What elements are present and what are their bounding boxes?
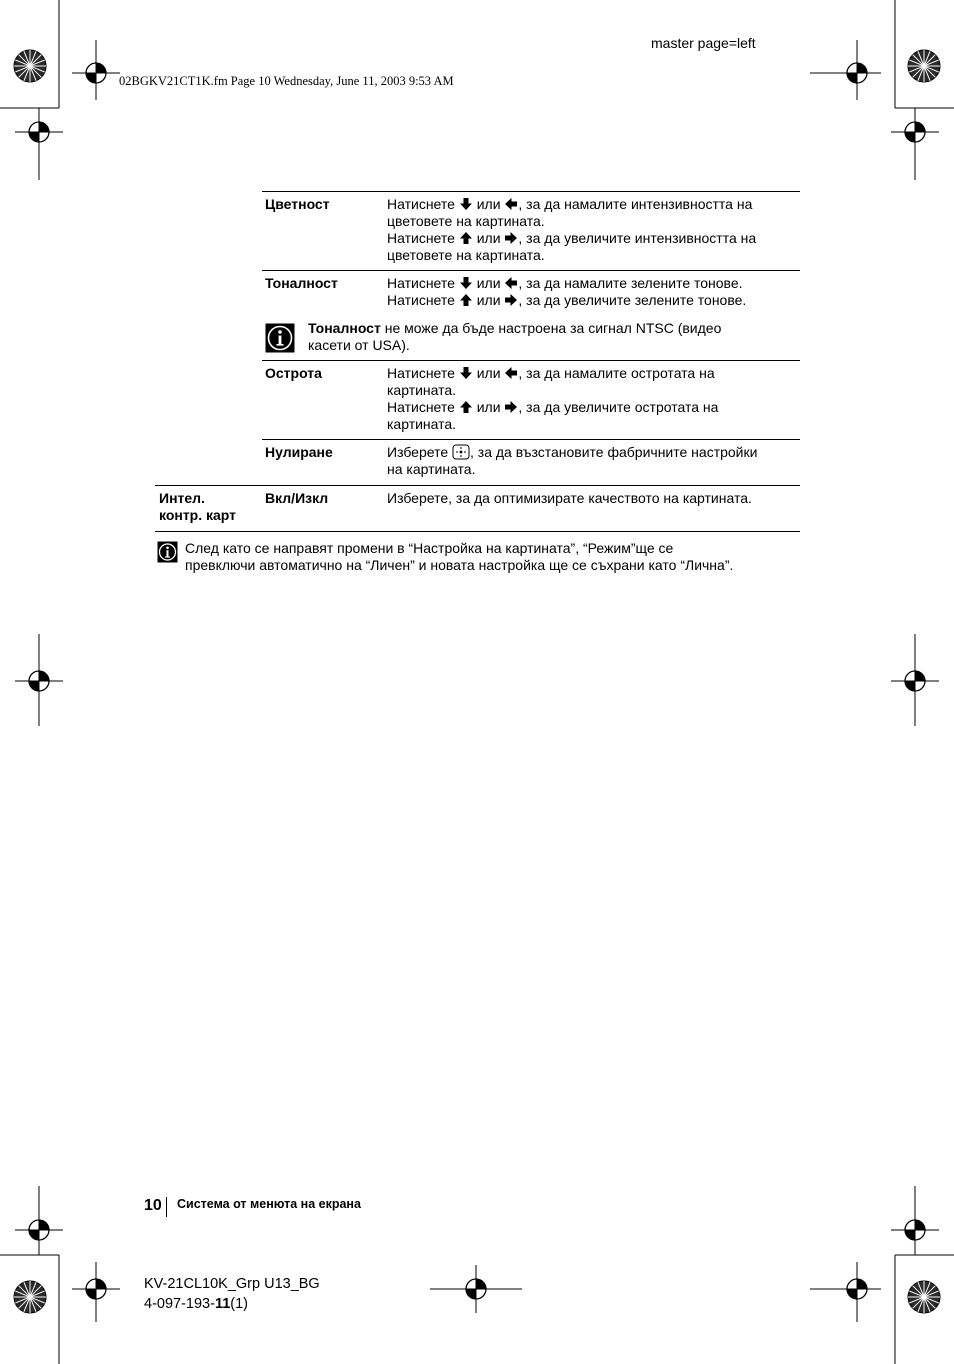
desc-text: Натиснете xyxy=(387,365,459,381)
desc-line: цветовете на картината. xyxy=(387,213,545,229)
row-label-onoff: Вкл/Изкл xyxy=(265,490,329,506)
code-bold: 11 xyxy=(214,1296,231,1312)
arrow-left-icon xyxy=(504,276,518,290)
document-code xyxy=(144,1296,248,1312)
row-label-color: Цветност xyxy=(265,196,330,212)
footer-divider xyxy=(166,1197,167,1217)
desc-text: Натиснете xyxy=(387,292,459,308)
desc-line: След като се направят промени в “Настройка на картината”, “Режим”ще се xyxy=(185,540,674,556)
info-icon xyxy=(157,541,178,563)
desc-line xyxy=(387,196,801,213)
desc-line xyxy=(387,230,801,247)
table-rule-sharpness xyxy=(262,360,800,361)
desc-text: , за да увеличите остротата на xyxy=(518,399,719,415)
desc-text: , за да намалите интензивността на xyxy=(518,196,753,212)
table-rule-reset xyxy=(262,439,800,440)
arrow-left-icon xyxy=(504,366,518,380)
row-desc-color xyxy=(387,196,801,264)
desc-text: Натиснете xyxy=(387,196,459,212)
desc-text: , за да възстановите фабричните настройки xyxy=(470,444,758,460)
table-rule-hue xyxy=(262,270,800,271)
desc-line xyxy=(387,399,801,416)
arrow-left-icon xyxy=(504,197,518,211)
desc-line xyxy=(308,320,800,337)
desc-line xyxy=(387,292,801,309)
desc-line: превключи автоматично на “Личен” и новата настройка ще се съхрани като “Лична”. xyxy=(185,557,734,573)
table-rule-top xyxy=(262,191,800,192)
desc-text: или xyxy=(472,292,505,308)
arrow-right-icon xyxy=(504,231,518,245)
desc-line: касети от USA). xyxy=(308,337,410,353)
desc-text: Натиснете xyxy=(387,230,459,246)
desc-text: или xyxy=(472,399,505,415)
model-code: KV-21CL10K_Grp U13_BG xyxy=(144,1276,320,1292)
desc-text: , за да увеличите зелените тонове. xyxy=(518,292,747,308)
arrow-down-icon xyxy=(459,276,473,290)
page-number: 10 xyxy=(144,1197,162,1214)
arrow-up-icon xyxy=(459,293,473,307)
table-rule-bottom xyxy=(155,531,800,532)
row-label-hue: Тоналност xyxy=(265,275,338,291)
file-info: 02BGKV21CT1K.fm Page 10 Wednesday, June 11, 2003 9:53 AM xyxy=(119,74,454,88)
arrow-up-icon xyxy=(459,400,473,414)
desc-line: на картината. xyxy=(387,461,476,477)
desc-line xyxy=(387,365,801,382)
arrow-down-icon xyxy=(459,197,473,211)
desc-line: цветовете на картината. xyxy=(387,247,545,263)
arrow-up-icon xyxy=(459,231,473,245)
hue-note xyxy=(308,320,800,354)
table-rule-intelligent xyxy=(155,485,800,486)
row-desc-reset xyxy=(387,444,801,478)
desc-text: Изберете xyxy=(387,444,453,460)
select-button-icon xyxy=(452,444,470,460)
label-line: Интел. xyxy=(159,490,205,506)
info-icon xyxy=(265,323,295,353)
desc-text: или xyxy=(472,196,505,212)
desc-text: или xyxy=(472,275,505,291)
row-desc-hue xyxy=(387,275,801,309)
section-title: Система от менюта на екрана xyxy=(177,1197,361,1211)
desc-text: , за да увеличите интензивността на xyxy=(518,230,757,246)
desc-text: Натиснете xyxy=(387,399,459,415)
desc-text: , за да намалите остротата на xyxy=(518,365,715,381)
row-desc-intelligent: Изберете, за да оптимизирате качеството на картината. xyxy=(387,490,752,506)
arrow-right-icon xyxy=(504,400,518,414)
row-label-sharpness: Острота xyxy=(265,365,322,381)
desc-line: картината. xyxy=(387,416,457,432)
label-line: контр. карт xyxy=(159,507,237,523)
master-page-label: master page=left xyxy=(651,35,756,51)
arrow-right-icon xyxy=(504,293,518,307)
code-prefix: 4-097-193- xyxy=(144,1296,215,1312)
row-label-intelligent xyxy=(159,490,236,524)
code-suffix: (1) xyxy=(230,1296,249,1312)
desc-line xyxy=(387,444,801,461)
desc-text: или xyxy=(472,365,505,381)
arrow-down-icon xyxy=(459,366,473,380)
row-desc-sharpness xyxy=(387,365,801,433)
general-note xyxy=(185,540,801,574)
desc-text: , за да намалите зелените тонове. xyxy=(518,275,743,291)
desc-text: или xyxy=(472,230,505,246)
note-bold: Тоналност xyxy=(308,320,381,336)
desc-text: не може да бъде настроена за сигнал NTSC (видео xyxy=(380,320,722,336)
row-label-reset: Нулиране xyxy=(265,444,333,460)
desc-line: картината. xyxy=(387,382,457,398)
desc-line xyxy=(387,275,801,292)
desc-text: Натиснете xyxy=(387,275,459,291)
